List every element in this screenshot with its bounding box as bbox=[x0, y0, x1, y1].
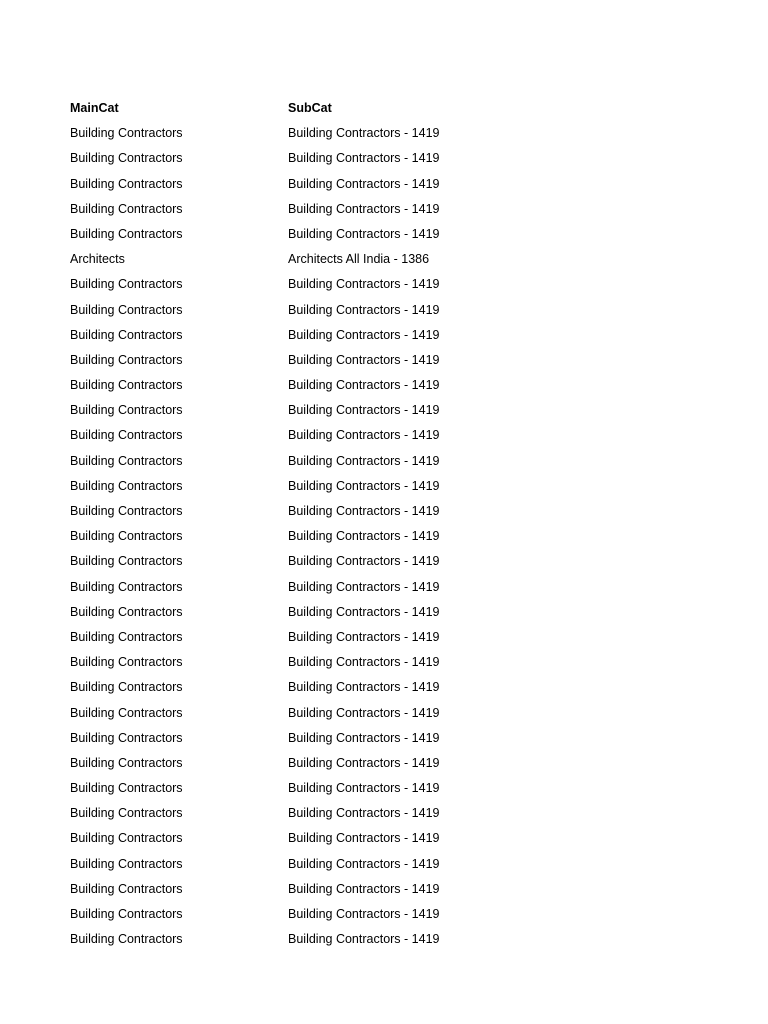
table-row bbox=[70, 272, 630, 297]
table-row bbox=[70, 373, 630, 398]
cell-subcat: Building Contractors - 1419 bbox=[288, 554, 440, 569]
cell-maincat: Building Contractors bbox=[70, 327, 183, 342]
cell-maincat: Building Contractors bbox=[70, 554, 183, 569]
cell-maincat: Building Contractors bbox=[70, 226, 183, 241]
cell-subcat: Building Contractors - 1419 bbox=[288, 831, 440, 846]
cell-maincat: Building Contractors bbox=[70, 730, 183, 745]
table-row bbox=[70, 298, 630, 323]
cell-subcat: Building Contractors - 1419 bbox=[288, 730, 440, 745]
cell-maincat: Building Contractors bbox=[70, 277, 183, 292]
table-row bbox=[70, 121, 630, 146]
table-row bbox=[70, 524, 630, 549]
cell-subcat: Building Contractors - 1419 bbox=[288, 655, 440, 670]
cell-maincat: Building Contractors bbox=[70, 755, 183, 770]
cell-subcat: Building Contractors - 1419 bbox=[288, 226, 440, 241]
cell-subcat: Building Contractors - 1419 bbox=[288, 352, 440, 367]
table-row bbox=[70, 222, 630, 247]
table-row bbox=[70, 146, 630, 171]
cell-maincat: Building Contractors bbox=[70, 529, 183, 544]
cell-subcat: Building Contractors - 1419 bbox=[288, 428, 440, 443]
cell-maincat: Building Contractors bbox=[70, 478, 183, 493]
cell-subcat: Building Contractors - 1419 bbox=[288, 881, 440, 896]
cell-maincat: Building Contractors bbox=[70, 504, 183, 518]
table-row bbox=[70, 549, 630, 574]
table-row bbox=[70, 927, 630, 952]
table-row bbox=[70, 172, 630, 197]
cell-maincat: Building Contractors bbox=[70, 126, 183, 141]
table-row bbox=[70, 852, 630, 877]
table-row bbox=[70, 323, 630, 348]
table-body bbox=[70, 121, 630, 952]
cell-maincat: Building Contractors bbox=[70, 932, 183, 947]
cell-subcat: Building Contractors - 1419 bbox=[288, 932, 440, 947]
table-row bbox=[70, 902, 630, 927]
cell-subcat: Building Contractors - 1419 bbox=[288, 126, 440, 141]
table-row bbox=[70, 348, 630, 373]
cell-subcat: Building Contractors - 1419 bbox=[288, 378, 440, 393]
cell-maincat: Building Contractors bbox=[70, 705, 183, 720]
table-row bbox=[70, 801, 630, 826]
table-header-row bbox=[70, 96, 630, 121]
column-header-maincat: MainCat bbox=[70, 101, 119, 115]
cell-maincat: Architects bbox=[70, 252, 125, 267]
cell-maincat: Building Contractors bbox=[70, 680, 183, 695]
cell-maincat: Building Contractors bbox=[70, 629, 183, 644]
table-row bbox=[70, 499, 630, 524]
cell-subcat: Building Contractors - 1419 bbox=[288, 504, 440, 518]
cell-maincat: Building Contractors bbox=[70, 378, 183, 393]
cell-subcat: Building Contractors - 1419 bbox=[288, 478, 440, 493]
cell-maincat: Building Contractors bbox=[70, 579, 183, 594]
cell-maincat: Building Contractors bbox=[70, 403, 183, 418]
cell-subcat: Building Contractors - 1419 bbox=[288, 176, 440, 191]
cell-maincat: Building Contractors bbox=[70, 151, 183, 166]
table-row bbox=[70, 449, 630, 474]
table-row bbox=[70, 826, 630, 851]
table-row bbox=[70, 474, 630, 499]
cell-subcat: Building Contractors - 1419 bbox=[288, 806, 440, 821]
cell-maincat: Building Contractors bbox=[70, 856, 183, 871]
cell-maincat: Building Contractors bbox=[70, 881, 183, 896]
cell-subcat: Building Contractors - 1419 bbox=[288, 151, 440, 166]
cell-subcat: Building Contractors - 1419 bbox=[288, 201, 440, 216]
cell-subcat: Building Contractors - 1419 bbox=[288, 453, 440, 468]
cell-subcat: Building Contractors - 1419 bbox=[288, 705, 440, 720]
cell-maincat: Building Contractors bbox=[70, 352, 183, 367]
table-row bbox=[70, 776, 630, 801]
table-row bbox=[70, 197, 630, 222]
cell-subcat: Building Contractors - 1419 bbox=[288, 856, 440, 871]
cell-subcat: Building Contractors - 1419 bbox=[288, 403, 440, 418]
table-row bbox=[70, 650, 630, 675]
cell-subcat: Building Contractors - 1419 bbox=[288, 629, 440, 644]
cell-maincat: Building Contractors bbox=[70, 655, 183, 670]
table-row bbox=[70, 701, 630, 726]
table-row bbox=[70, 675, 630, 700]
cell-subcat: Building Contractors - 1419 bbox=[288, 579, 440, 594]
table-row bbox=[70, 726, 630, 751]
cell-maincat: Building Contractors bbox=[70, 806, 183, 821]
cell-maincat: Building Contractors bbox=[70, 831, 183, 846]
table-row bbox=[70, 423, 630, 448]
table-row bbox=[70, 398, 630, 423]
cell-subcat: Building Contractors - 1419 bbox=[288, 529, 440, 544]
cell-subcat: Architects All India - 1386 bbox=[288, 252, 430, 267]
cell-subcat: Building Contractors - 1419 bbox=[288, 680, 440, 695]
cell-subcat: Building Contractors - 1419 bbox=[288, 755, 440, 770]
column-header-subcat: SubCat bbox=[288, 101, 332, 115]
cell-maincat: Building Contractors bbox=[70, 201, 183, 216]
cell-subcat: Building Contractors - 1419 bbox=[288, 277, 440, 292]
table-row bbox=[70, 625, 630, 650]
data-table bbox=[70, 96, 630, 952]
cell-subcat: Building Contractors - 1419 bbox=[288, 604, 440, 619]
cell-maincat: Building Contractors bbox=[70, 176, 183, 191]
cell-subcat: Building Contractors - 1419 bbox=[288, 302, 440, 317]
cell-maincat: Building Contractors bbox=[70, 428, 183, 443]
table-row bbox=[70, 247, 630, 272]
cell-maincat: Building Contractors bbox=[70, 302, 183, 317]
cell-maincat: Building Contractors bbox=[70, 907, 183, 921]
cell-subcat: Building Contractors - 1419 bbox=[288, 781, 440, 796]
cell-subcat: Building Contractors - 1419 bbox=[288, 327, 440, 342]
table-row bbox=[70, 751, 630, 776]
cell-maincat: Building Contractors bbox=[70, 453, 183, 468]
table-row bbox=[70, 575, 630, 600]
cell-maincat: Building Contractors bbox=[70, 604, 183, 619]
table-row bbox=[70, 877, 630, 902]
cell-subcat: Building Contractors - 1419 bbox=[288, 907, 440, 921]
cell-maincat: Building Contractors bbox=[70, 781, 183, 796]
table-row bbox=[70, 600, 630, 625]
